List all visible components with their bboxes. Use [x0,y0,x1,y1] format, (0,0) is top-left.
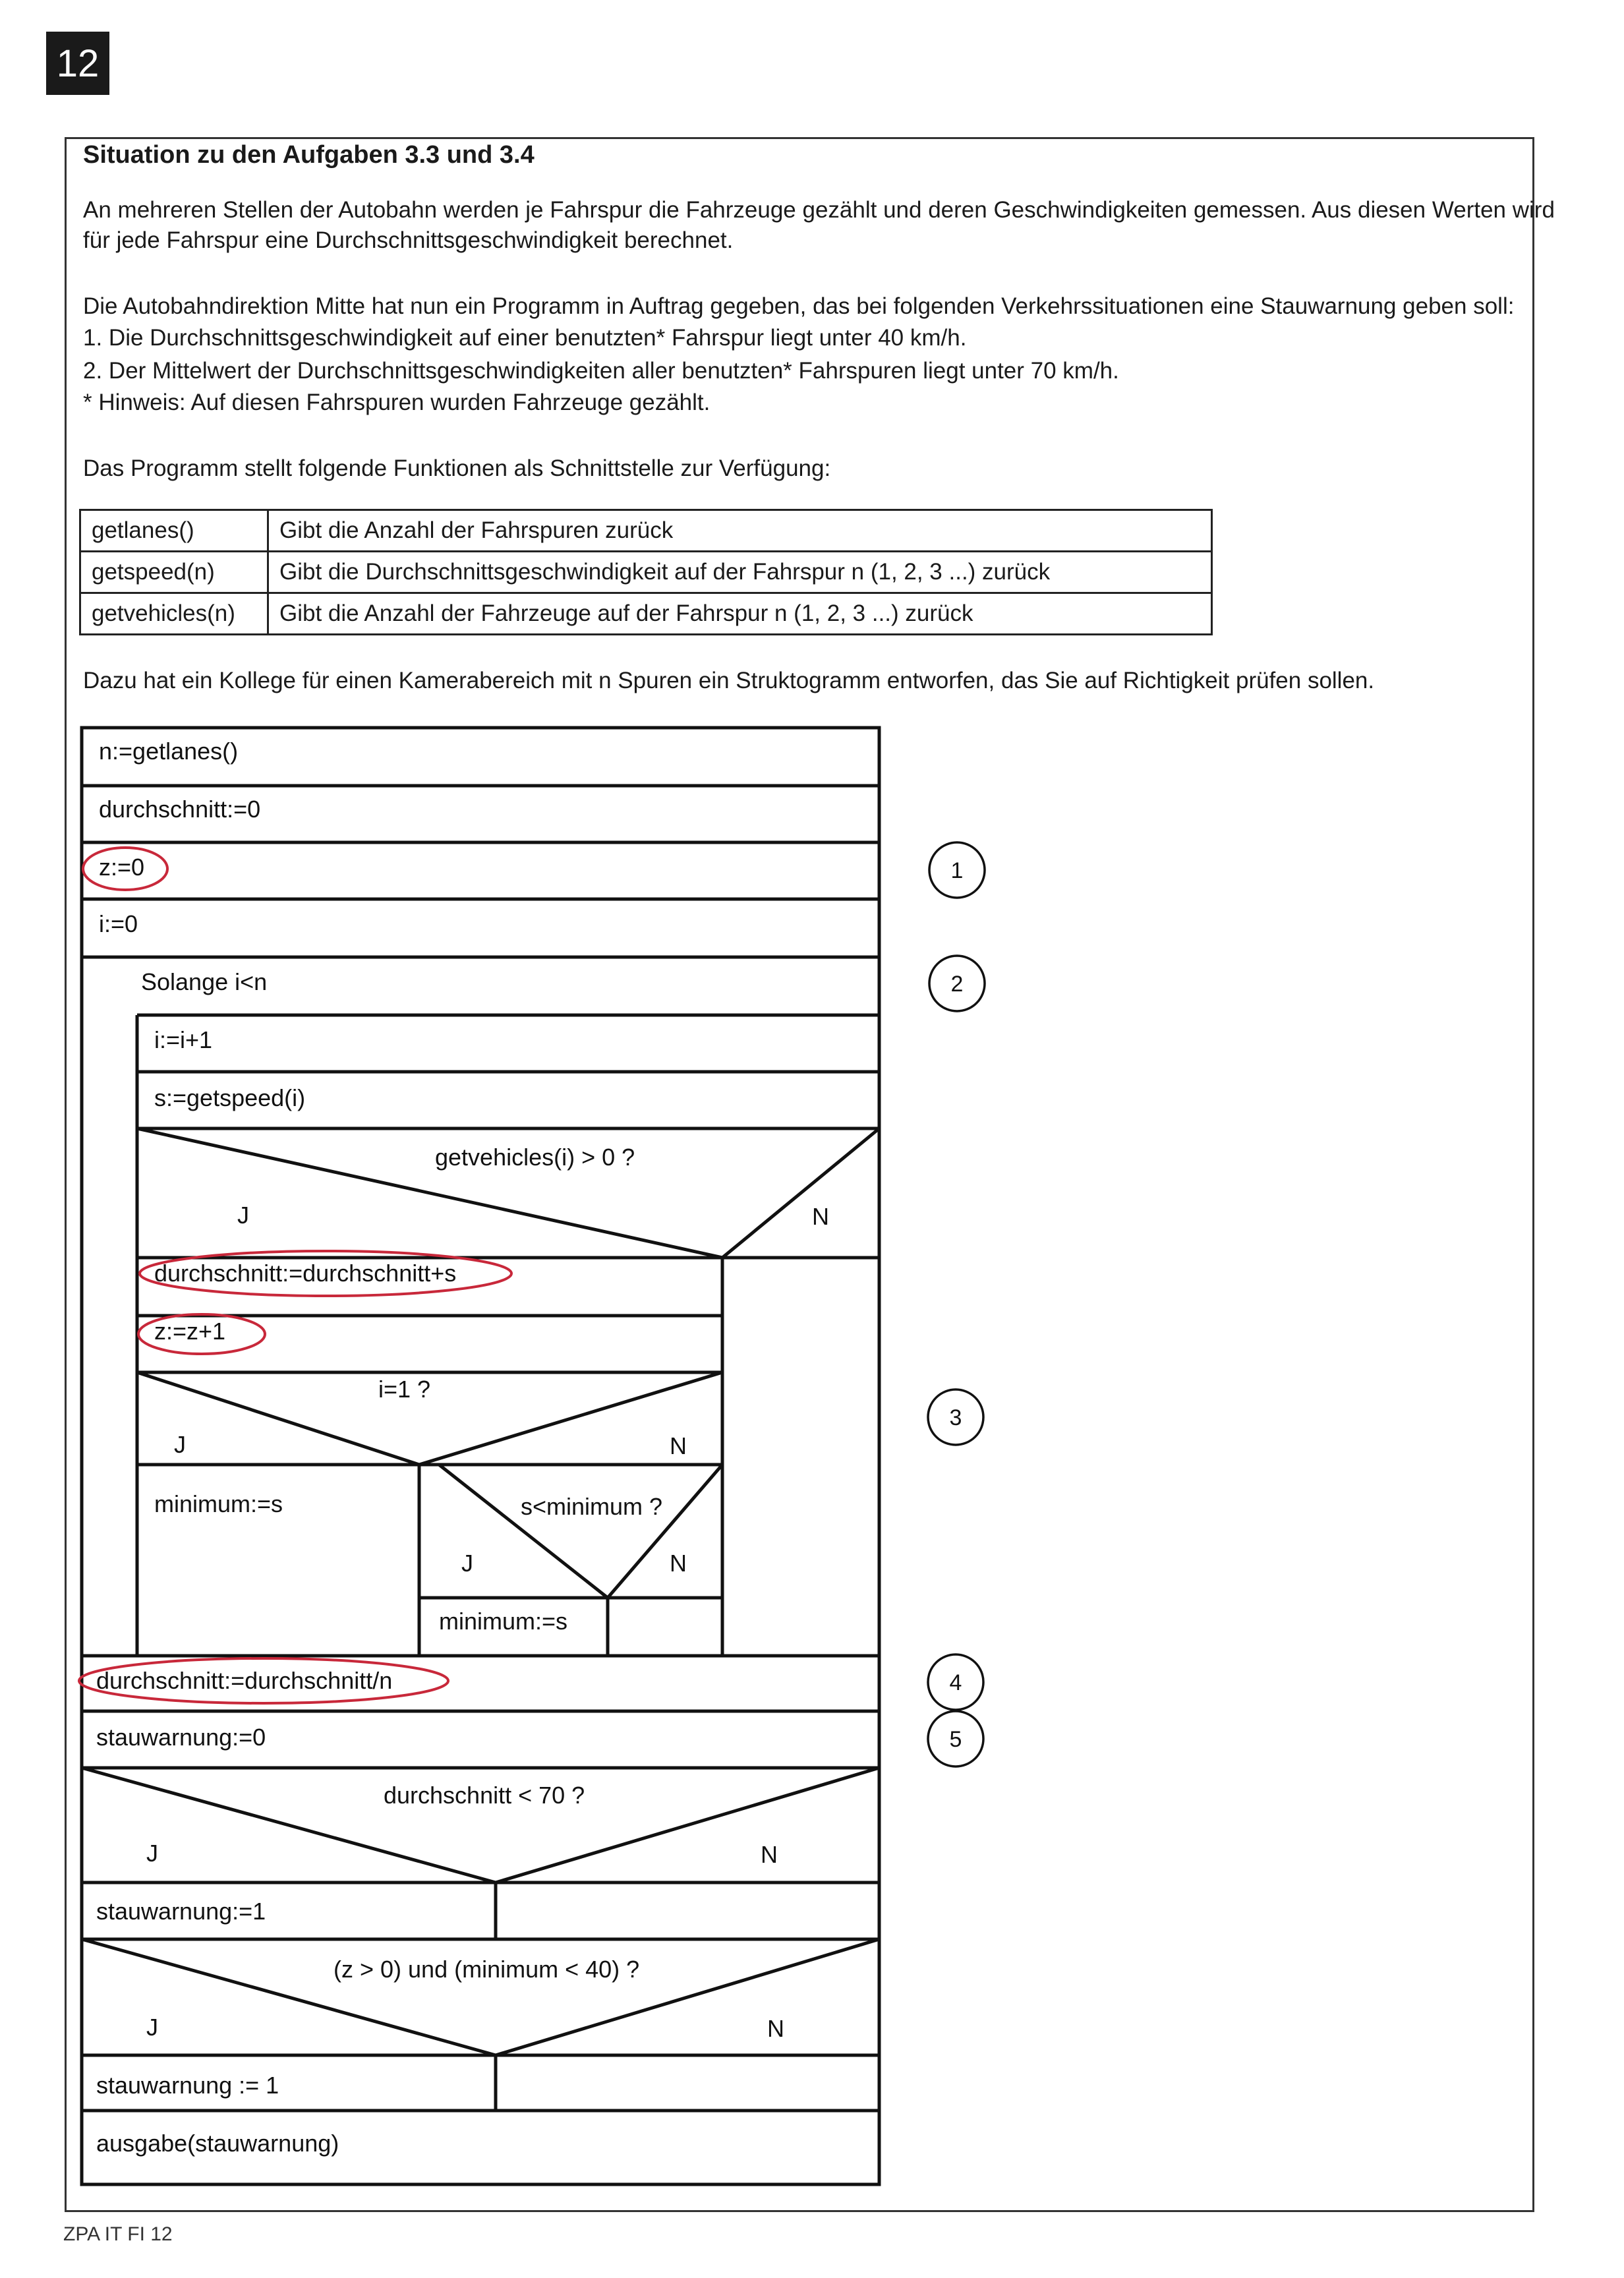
nsd-condition: s<minimum ? [521,1493,663,1520]
nsd-branch-yes: J [146,2014,158,2041]
api-description: Gibt die Anzahl der Fahrspuren zurück [268,510,1212,552]
requirement-hint: * Hinweis: Auf diesen Fahrspuren wurden Fahrzeuge gezählt. [83,390,710,415]
nsd-branch-yes: J [237,1202,249,1229]
nsd-statement: durchschnitt:=0 [99,796,261,823]
nsd-statement: s:=getspeed(i) [154,1084,306,1111]
intro-text-line-2: für jede Fahrspur eine Durchschnittsgeschwindigkeit berechnet. [83,227,734,253]
api-description: Gibt die Durchschnittsgeschwindigkeit auf der Fahrspur n (1, 2, 3 ...) zurück [268,552,1212,593]
nsd-statement: minimum:=s [154,1490,283,1517]
nsd-statement: i:=0 [99,910,138,937]
api-function: getspeed(n) [80,552,268,593]
situation-heading: Situation zu den Aufgaben 3.3 und 3.4 [83,141,535,169]
nsd-statement-z-init: z:=0 [99,854,145,881]
api-function: getlanes() [80,510,268,552]
nsd-statement: minimum:=s [439,1608,568,1635]
nsd-statement-average: durchschnitt:=durchschnitt/n [96,1667,393,1694]
requirement-item-2: 2. Der Mittelwert der Durchschnittsgeschwindigkeiten aller benutzten* Fahrspuren liegt unter 70 km/h. [83,358,1119,384]
marker-label: 3 [949,1405,962,1430]
nsd-branch-no: N [670,1432,687,1459]
nsd-statement: ausgabe(stauwarnung) [96,2130,339,2157]
requirement-intro: Die Autobahndirektion Mitte hat nun ein Programm in Auftrag gegeben, das bei folgenden Verkehrssituationen eine Stauwarnung geben soll: [83,293,1515,319]
marker-label: 1 [950,858,964,883]
nsd-branch-no: N [812,1203,829,1230]
nsd-statement-z-inc: z:=z+1 [154,1318,226,1345]
nsd-branch-yes: J [461,1550,473,1577]
nsd-statement: stauwarnung:=0 [96,1724,266,1751]
nsd-condition: i=1 ? [378,1376,431,1403]
nsd-statement: i:=i+1 [154,1026,213,1053]
marker-label: 4 [949,1670,962,1695]
nsd-condition: (z > 0) und (minimum < 40) ? [334,1956,640,1983]
nsd-branch-no: N [761,1841,778,1868]
nsd-statement: stauwarnung := 1 [96,2072,279,2099]
marker-label: 2 [950,972,964,997]
page-footer: ZPA IT FI 12 [63,2223,173,2245]
marker-label: 5 [949,1727,962,1752]
nsd-condition: durchschnitt < 70 ? [384,1782,585,1809]
nsd-branch-no: N [670,1550,687,1577]
nsd-branch-yes: J [146,1840,158,1867]
nsd-branch-no: N [767,2015,784,2042]
nsd-statement: n:=getlanes() [99,738,239,765]
interface-intro: Das Programm stellt folgende Funktionen als Schnittstelle zur Verfügung: [83,455,831,481]
api-description: Gibt die Anzahl der Fahrzeuge auf der Fahrspur n (1, 2, 3 ...) zurück [268,593,1212,635]
nsd-statement-sum: durchschnitt:=durchschnitt+s [154,1260,457,1287]
api-function: getvehicles(n) [80,593,268,635]
page-number-badge: 12 [46,32,109,95]
nsd-loop-header: Solange i<n [141,968,268,995]
struktogramm-intro: Dazu hat ein Kollege für einen Kamerabereich mit n Spuren ein Struktogramm entworfen, das Sie auf Richtigkeit prüfen sollen. [83,668,1375,693]
nsd-condition: getvehicles(i) > 0 ? [435,1144,635,1171]
intro-text-line-1: An mehreren Stellen der Autobahn werden je Fahrspur die Fahrzeuge gezählt und deren Geschwindigkeiten gemessen. Aus diesen Werten wird [83,197,1555,223]
nsd-branch-yes: J [174,1431,186,1458]
requirement-item-1: 1. Die Durchschnittsgeschwindigkeit auf einer benutzten* Fahrspur liegt unter 40 km/h. [83,325,967,351]
nsd-statement: stauwarnung:=1 [96,1898,266,1925]
